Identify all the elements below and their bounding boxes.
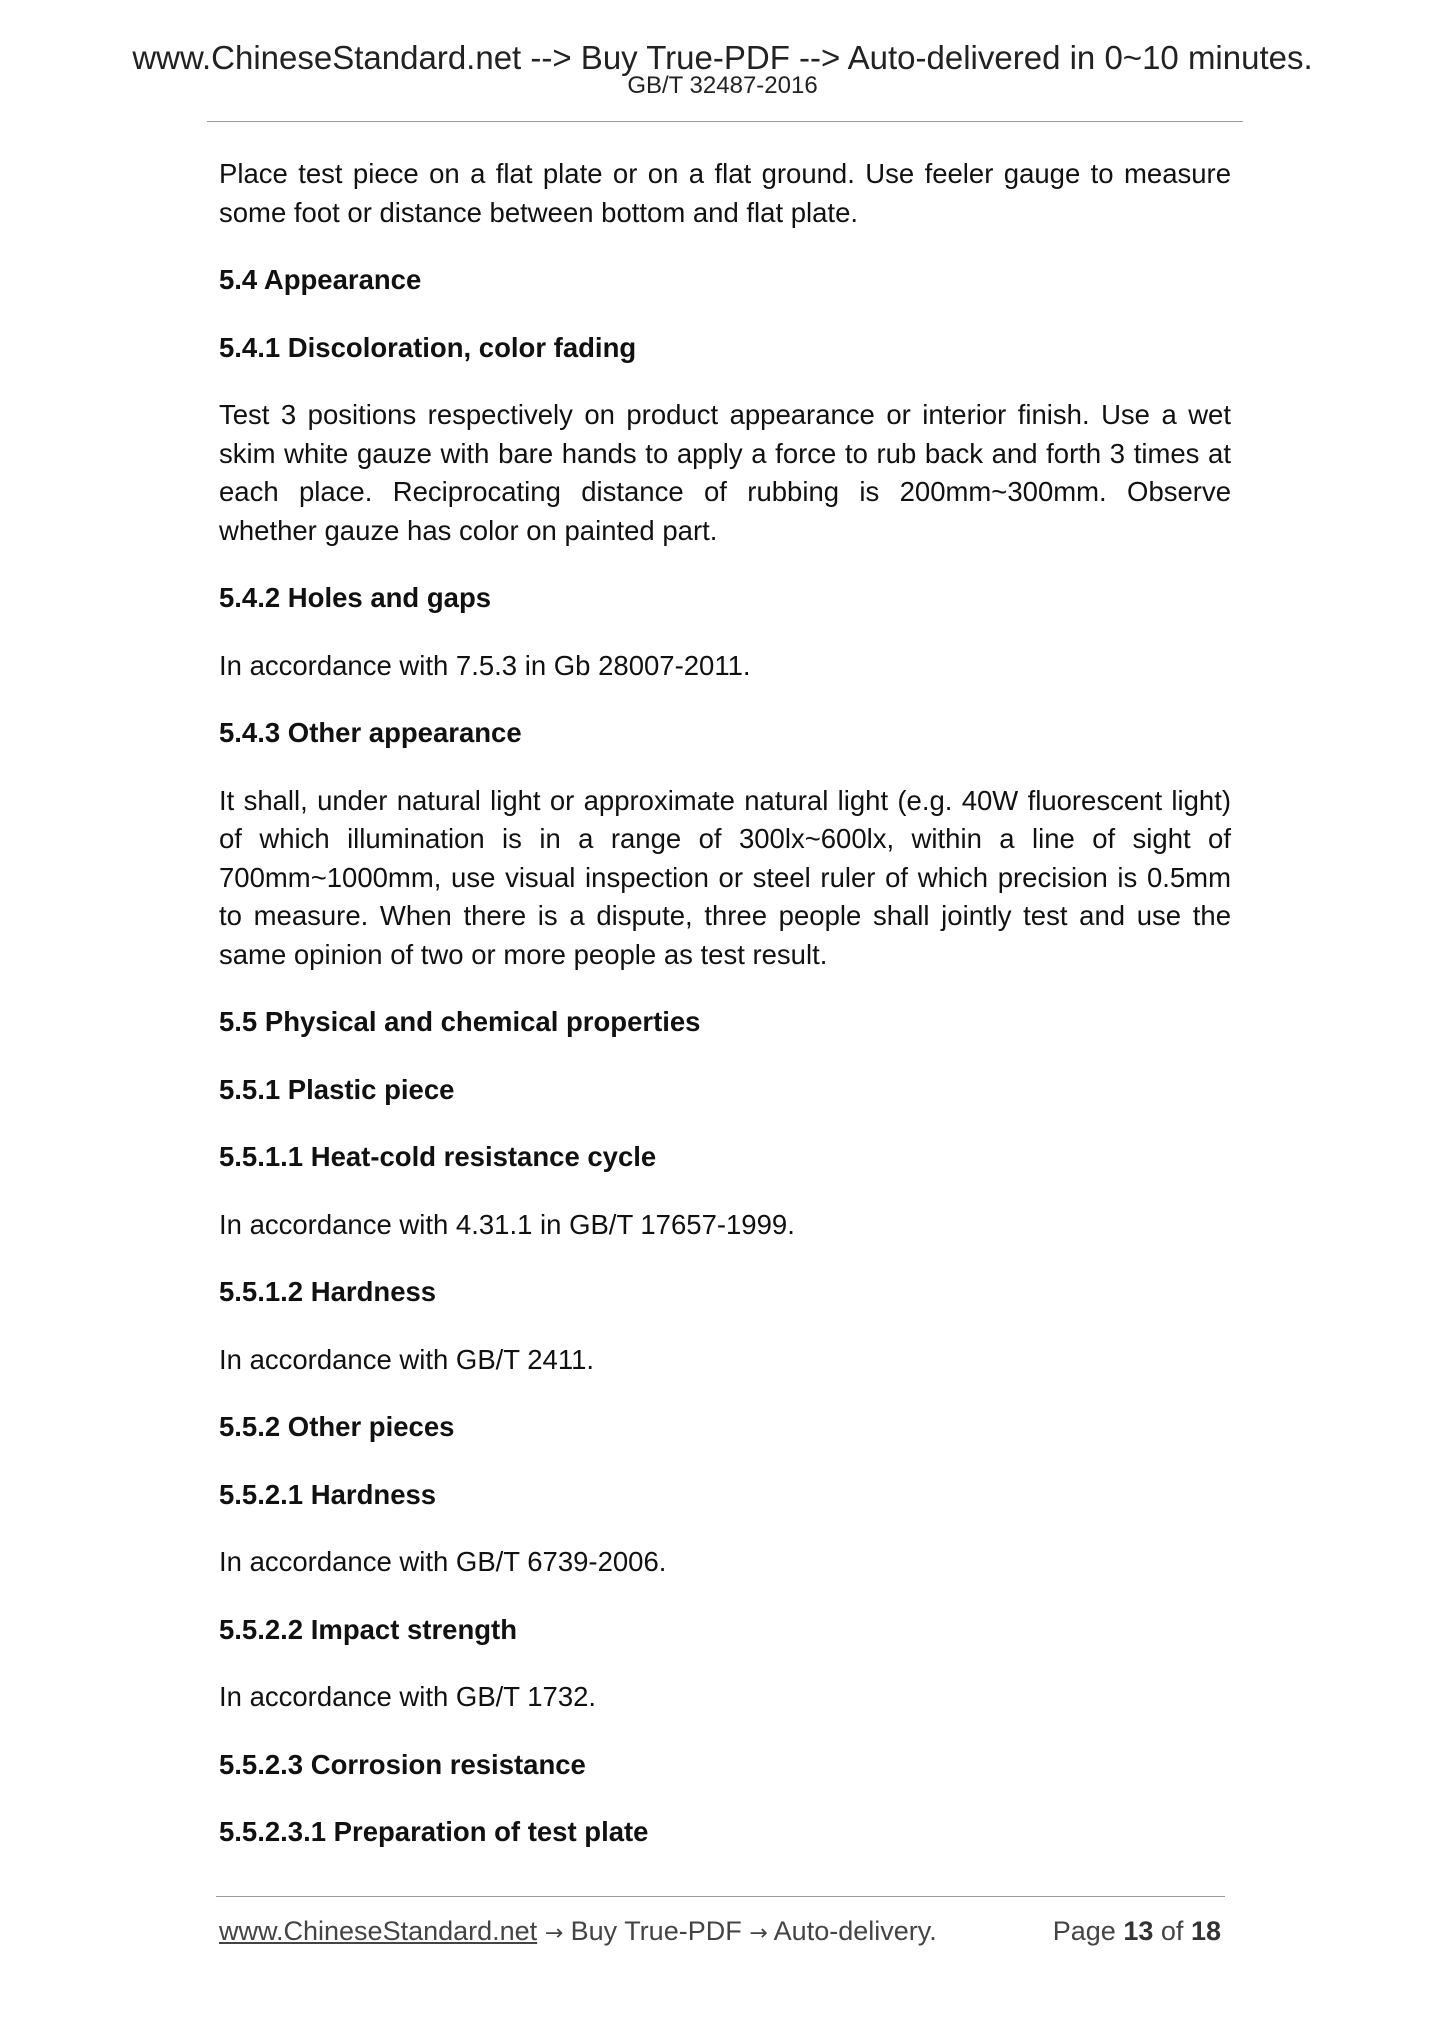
of-label: of <box>1160 1916 1184 1946</box>
footer-divider <box>216 1896 1225 1897</box>
heading-5-4-1: 5.4.1 Discoloration, color fading <box>219 331 637 363</box>
heading-5-5-2: 5.5.2 Other pieces <box>219 1411 455 1442</box>
chinesestandard-link[interactable]: www.ChineseStandard.net <box>219 1916 538 1946</box>
paragraph-other-appearance: It shall, under natural light or approximate natural light (e.g. 40W fluorescent light) of which illumination is in a range of 300lx~600lx, within a line of sight of 700mm~1000mm, use visual inspection or steel ruler of which precision is 0.5mm to measure. When there is a dispute, three people shall jointly test and use the same opinion of two or more people as test result. <box>219 784 1231 970</box>
heading-5-5-2-3-1: 5.5.2.3.1 Preparation of test plate <box>219 1816 649 1847</box>
paragraph-heat-cold: In accordance with 4.31.1 in GB/T 17657-1999. <box>219 1208 795 1240</box>
auto-delivery-text: Auto-delivery. <box>773 1916 937 1946</box>
paragraph-flatness-measure: Place test piece on a flat plate or on a flat ground. Use feeler gauge to measure some foot or distance between bottom and flat plate. <box>219 158 1231 228</box>
current-page-number: 13 <box>1123 1916 1154 1946</box>
paragraph-discoloration: Test 3 positions respectively on product appearance or interior finish. Use a wet skim white gauze with bare hands to apply a force to rub back and forth 3 times at each place. Reciprocating distance of rubbing is 200mm~300mm. Observe whether gauze has color on painted part. <box>219 399 1231 546</box>
arrow-right-icon: → <box>749 1921 768 1946</box>
heading-5-5-1-2: 5.5.1.2 Hardness <box>219 1276 437 1307</box>
page-footer <box>219 1914 1225 1951</box>
paragraph-plastic-hardness: In accordance with GB/T 2411. <box>219 1343 595 1375</box>
paragraph-impact-strength: In accordance with GB/T 1732. <box>219 1681 597 1712</box>
heading-5-5-2-3: 5.5.2.3 Corrosion resistance <box>219 1748 586 1780</box>
heading-5-4: 5.4 Appearance <box>219 264 422 295</box>
total-pages-number: 18 <box>1190 1916 1221 1946</box>
paragraph-other-hardness: In accordance with GB/T 6739-2006. <box>219 1546 667 1577</box>
top-banner: www.ChineseStandard.net --> Buy True-PDF --> Auto-delivered in 0~10 minutes. <box>132 39 1313 76</box>
paragraph-holes-gaps: In accordance with 7.5.3 in Gb 28007-2011. <box>219 649 751 681</box>
header-divider <box>207 121 1243 122</box>
page-body <box>219 155 1231 1881</box>
buy-true-pdf-text: Buy True-PDF <box>570 1916 742 1946</box>
heading-5-5: 5.5 Physical and chemical properties <box>219 1006 701 1037</box>
page-label: Page <box>1052 1916 1116 1946</box>
document-code: GB/T 32487-2016 <box>627 72 818 99</box>
heading-5-5-1: 5.5.1 Plastic piece <box>219 1073 455 1105</box>
heading-5-4-2: 5.4.2 Holes and gaps <box>219 582 492 613</box>
page-indicator <box>1053 1914 1221 1948</box>
heading-5-5-1-1: 5.5.1.1 Heat-cold resistance cycle <box>219 1141 657 1172</box>
heading-5-5-2-2: 5.5.2.2 Impact strength <box>219 1613 518 1645</box>
footer-promo <box>219 1916 937 1946</box>
heading-5-4-3: 5.4.3 Other appearance <box>219 717 522 748</box>
arrow-right-icon: → <box>544 1921 564 1946</box>
heading-5-5-2-1: 5.5.2.1 Hardness <box>219 1478 437 1510</box>
